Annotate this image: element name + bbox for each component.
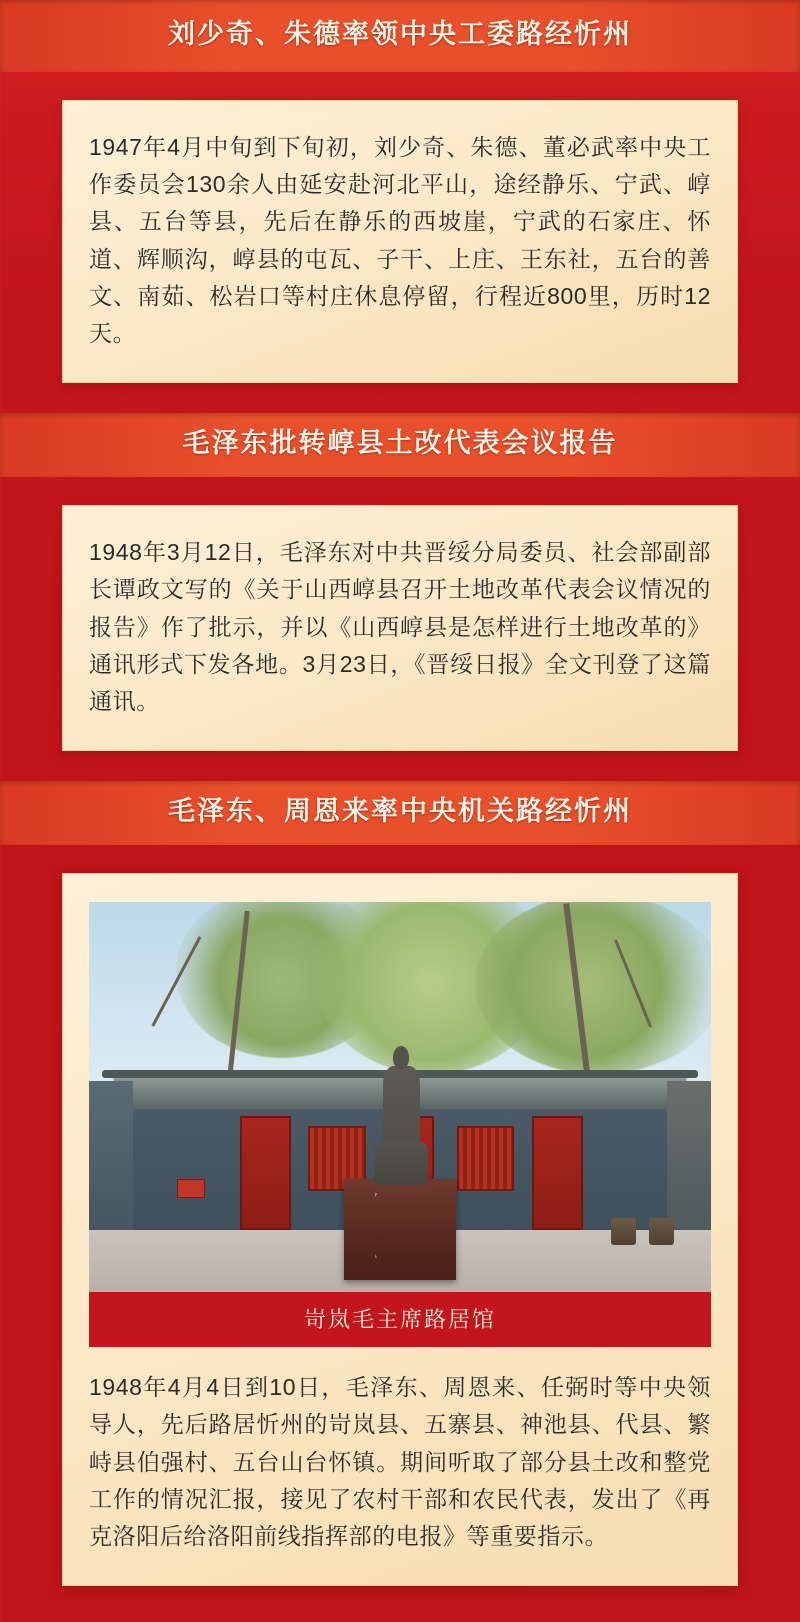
wall-notice-board bbox=[177, 1179, 205, 1198]
barrel-far-right bbox=[649, 1218, 674, 1245]
section-card-wrap-3 bbox=[0, 845, 800, 1616]
section-body-3: 1948年4月4日到10日，毛泽东、周恩来、任弼时等中央领导人，先后路居忻州的岢岚县、五寨县、神池县、代县、繁峙县伯强村、五台山台怀镇。期间听取了部分县土改和整党工作的情况汇报，接见了农村干部和农民代表，发出了《再克洛阳后给洛阳前线指挥部的电报》等重要指示。 bbox=[89, 1374, 711, 1549]
side-wall-right bbox=[667, 1081, 711, 1229]
door-left bbox=[240, 1116, 292, 1230]
section-title-2: 毛泽东批转崞县土改代表会议报告 bbox=[182, 428, 618, 459]
side-wall-left bbox=[89, 1081, 133, 1229]
section-heading-band-3 bbox=[0, 781, 800, 845]
pedestal-inscription bbox=[375, 1193, 424, 1258]
section-card-wrap-1 bbox=[0, 72, 800, 414]
photo-caption: 岢岚毛主席路居馆 bbox=[89, 1292, 711, 1347]
mao-statue bbox=[383, 1066, 420, 1183]
section-heading-band-2 bbox=[0, 413, 800, 477]
section-body-1: 1947年4月中旬到下旬初，刘少奇、朱德、董必武率中央工作委员会130余人由延安赴河北平山，途经静乐、宁武、崞县、五台等县，先后在静乐的西坡崖，宁武的石家庄、怀道、辉顺沟，崞县的屯瓦、子干、上庄、王东社，五台的善文、南茹、松岩口等村庄休息停留，行程近800里，历时12天。 bbox=[89, 133, 711, 346]
memorial-hall-photo bbox=[89, 902, 711, 1292]
section-heading-band-1 bbox=[0, 0, 800, 72]
section-body-2: 1948年3月12日，毛泽东对中共晋绥分局委员、社会部副部长谭政文写的《关于山西崞县召开土地改革代表会议情况的报告》作了批示，并以《山西崞县是怎样进行土地改革的》通讯形式下发各地。3月23日，《晋绥日报》全文刊登了这篇通讯。 bbox=[89, 539, 711, 714]
section-card-3 bbox=[62, 873, 738, 1586]
window-right bbox=[457, 1126, 514, 1191]
section-title-1: 刘少奇、朱德率领中央工委路经忻州 bbox=[168, 19, 632, 49]
section-card-wrap-2 bbox=[0, 477, 800, 781]
section-card-2 bbox=[62, 505, 738, 751]
door-right bbox=[532, 1116, 584, 1230]
memorial-hall-figure bbox=[89, 902, 711, 1347]
section-title-3: 毛泽东、周恩来率中央机关路经忻州 bbox=[168, 796, 632, 827]
statue-pedestal bbox=[344, 1179, 456, 1280]
section-card-1 bbox=[62, 100, 738, 384]
barrel-right bbox=[611, 1218, 636, 1245]
